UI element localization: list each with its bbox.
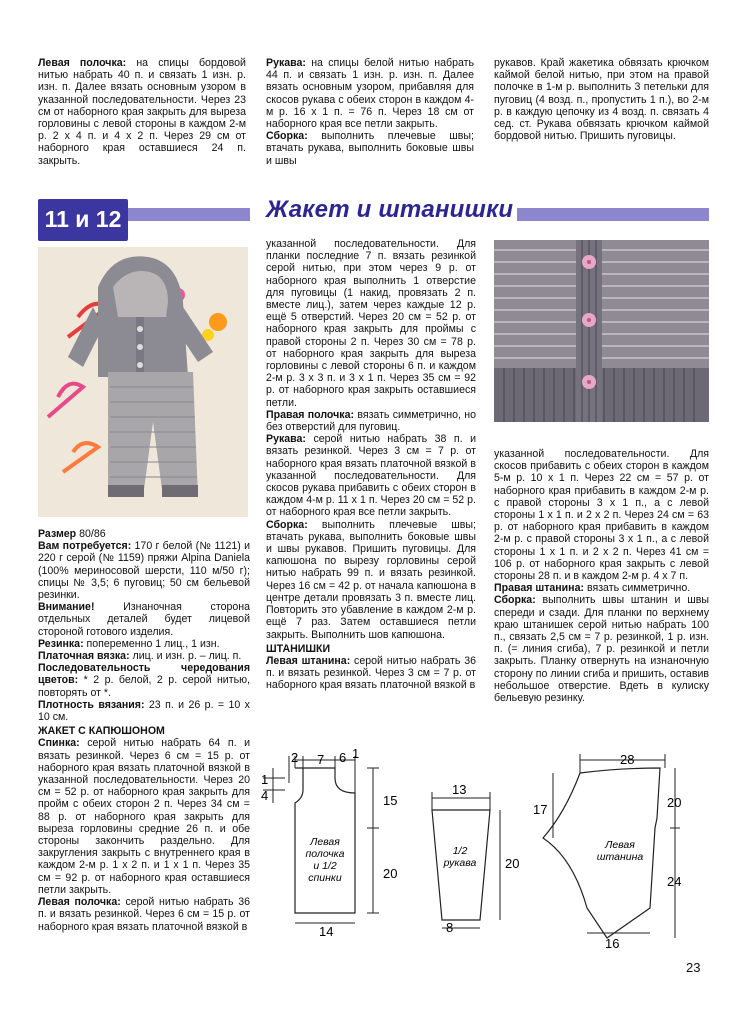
pattern1-dim-left-1: 1: [261, 772, 269, 787]
article-number-badge: 11 и 12: [38, 199, 128, 241]
paragraph: [266, 238, 476, 409]
paragraph: [266, 655, 476, 692]
paragraph-text: серой нитью набрать 38 п. и вязать резинкой. Через 3 см = 7 р. от наборного края вязать платочной вязкой в указанной последовательности. Для скосов рукава прибавить с обеих сторон в каждом 4-м р. 11 х 1 п. Через 20 см = 52 р. от наборного края все петли закрыть.: [266, 433, 476, 519]
paragraph: [38, 737, 250, 896]
pattern2-dim-right: 20: [505, 856, 520, 871]
pattern1-dim-right-1: 15: [383, 793, 398, 808]
top-column-3: [494, 57, 709, 142]
paragraph-text: вязать симметрично, но без отверстий для пуговиц.: [266, 408, 476, 434]
paragraph-label: Рукава:: [266, 433, 306, 446]
paragraph: [494, 57, 709, 142]
paragraph-text: вязать симметрично.: [584, 582, 691, 595]
paragraph-text: серой нитью набрать 36 п. и вязать резинкой. Через 3 см = 7 р. от наборного края вязать платочной вязкой в: [266, 654, 476, 692]
paragraph: [494, 594, 709, 704]
paragraph-text: рукавов. Край жакетика обвязать крючком каймой белой нитью, при этом на правой полочке в 1-м р. выполнить 3 петельки для пуговиц (4 возд. п., пропустить 1 п.), во 2-м р. в каждую цепочку из 4 возд. п. связать 4 сед. ст. Рукава обвязать крючком каймой бордовой нитью. Пришить пуговицы.: [494, 57, 709, 143]
paragraph-text: лиц. и изн. р. – лиц. п.: [129, 650, 242, 663]
paragraph: [266, 433, 476, 518]
product-photo-jacket-pants: [38, 247, 248, 517]
paragraph: [38, 662, 250, 699]
pattern1-dim-top-4: 1: [352, 748, 360, 761]
paragraph: [494, 448, 709, 582]
paragraph-label: Платочная вязка:: [38, 650, 130, 663]
paragraph: [266, 130, 474, 167]
paragraph-text: серой нитью набрать 36 п. и вязать резинкой. Через 6 см = 15 р. от наборного края вязать платочной вязкой в: [38, 896, 250, 933]
right-text-column: [494, 448, 709, 704]
paragraph-label: Сборка:: [266, 518, 308, 531]
paragraph-text: 80/86: [76, 528, 106, 540]
top-column-2: [266, 57, 474, 167]
paragraph: [266, 409, 476, 433]
page-number: 23: [686, 960, 701, 975]
paragraph-label: Спинка:: [38, 737, 80, 750]
paragraph-text: указанной последовательности. Для планки последние 7 п. вязать резинкой серой нитью, при этом через 9 р. от наборного края выполнить 1 отверстие для пуговицы (1 накид, провязать 2 п. вместе лиц.), затем через каждые 12 р. ещё 5 отверстий. Через 20 см = 52 р. от наборного края закрыть для проймы с правой стороны 2 п. Через 30 см = 78 р. от наборного края закрыть для выреза горловины с левой стороны 6 п. и каждом 2-м р. 3 х 3 п. и 3 х 1 п. Через 35 см = 92 р. от наборного края закрыть оставшиеся петли.: [266, 238, 476, 409]
paragraph-text: указанной последовательности. Для скосов прибавить с обеих сторон в каждом 5-м р. 10 х 1 п. Через 22 см = 57 р. от наборного края прибавить в каждом 2-м р. с правой стороны 3 х 1 п., а с левой стороны 1 х 1 п. и 2 х 2 п. Через 24 см = 63 р. от наборного края прибавить в каждом 2-м р. с правой стороны 3 х 1 п., а с левой стороны 1 х 1 п. и 2 х 2 п. Через 41 см = 106 р. от наборного края закрыть с левой стороны 28 п. и в каждом 2-м р. 4 х 7 п.: [494, 448, 709, 583]
left-text-column: [38, 528, 250, 933]
header-bar-right: [494, 208, 709, 221]
pattern2-dim-top: 13: [452, 782, 467, 797]
pattern3-dim-top: 28: [620, 752, 635, 767]
paragraph: [38, 540, 250, 601]
paragraph-label: Левая полочка:: [38, 896, 121, 909]
paragraph: [38, 650, 250, 662]
paragraph: [38, 57, 246, 167]
paragraph-text: 170 г белой (№ 1121) и 220 г серой (№ 1159) пряжи Alpina Daniela (100% мериносовой шерсти, 110 м/50 г); спицы № 3,5; 6 пуговиц; 50 см бельевой резинки.: [38, 540, 250, 602]
pattern2-label-line-2: рукава: [443, 857, 477, 869]
paragraph-label: Внимание!: [38, 601, 95, 614]
pattern1-label-line-2: полочка: [305, 848, 345, 860]
paragraph: [266, 57, 474, 130]
paragraph: [38, 896, 250, 933]
pattern1-dim-left-2: 4: [261, 788, 269, 803]
pattern3-label-line-1: Левая: [605, 839, 635, 851]
top-column-1: [38, 57, 246, 167]
pattern3-label-line-2: штанина: [596, 851, 644, 863]
pattern1-label-line-4: спинки: [308, 872, 342, 884]
paragraph-text: выполнить швы штанин и швы спереди и сзади. Для планки по верхнему краю штанишек серой нитью набрать 100 п., связать 2,5 см = 7 р. резинкой, 1 р. изн. п. (= линия сгиба), 7 р. резинкой и петли закрыть. Планку отвернуть на изнаночную сторону по линии сгиба и пришить, оставив небольшое отверстие. Вдеть в кулиску бельевую резинку.: [494, 594, 709, 705]
paragraph: [38, 699, 250, 723]
paragraph: [494, 582, 709, 594]
pattern-half-sleeve: [420, 780, 520, 938]
paragraph-label: Левая штанина:: [266, 654, 351, 667]
pattern-left-trouser-leg: [525, 748, 710, 953]
middle-text-column: [266, 238, 476, 692]
paragraph-label: Плотность вязания:: [38, 698, 145, 711]
pattern1-dim-bottom: 14: [319, 924, 334, 938]
paragraph-label: Резинка:: [38, 637, 84, 650]
article-title: Жакет и штанишки: [262, 196, 517, 224]
paragraph-text: выполнить плечевые швы; втачать рукава, выполнить боковые швы и швы рукавов. Пришить пуговицы. Для капюшона по вырезу горловины серой нитью набрать 99 п. и вязать резинкой. Через 16 см = 42 р. от начала капюшона в центре детали провязать 3 п. вместе лиц. Повторить это убавление в каждом 2-м р. ещё 7 раз. Затем оставшиеся петли закрыть. Выполнить шов капюшона.: [266, 518, 476, 641]
pattern2-dim-bottom: 8: [446, 920, 454, 935]
paragraph-label: Правая штанина:: [494, 582, 585, 595]
pattern1-dim-right-2: 20: [383, 866, 398, 881]
paragraph: [38, 528, 250, 540]
paragraph-label: Сборка:: [494, 594, 536, 607]
paragraph-label: Последовательность чередования цветов:: [38, 662, 250, 687]
paragraph-text: серой нитью набрать 64 п. и вязать резинкой. Через 6 см = 15 р. от наборного края вязать платочной вязкой в указанной последовательности. Через 20 см = 52 р. от наборного края закрыть для пройм с обеих сторон 2 п. Через 34 см = 88 р. от наборного края закрыть для выреза горловины средние 26 п. и обе стороны закончить раздельно. Для закругления закрыть с внутреннего края в каждом 2-м р. 1 х 2 п. и 1 х 1 п. Через 35 см = 92 р. от наборного края оставшиеся петли закрыть.: [38, 737, 250, 896]
pattern1-dim-top-2: 7: [317, 752, 325, 767]
pattern1-label-line-1: Левая: [310, 836, 340, 848]
pattern-left-front-half-back: [255, 748, 420, 938]
paragraph-label: Размер: [38, 528, 77, 540]
paragraph-label: Правая полочка:: [266, 408, 355, 421]
section-heading: ЖАКЕТ С КАПЮШОНОМ: [38, 725, 165, 738]
paragraph-text: * 2 р. белой, 2 р. серой нитью, повторять от *.: [38, 674, 250, 699]
pattern1-dim-top-1: 2: [291, 750, 299, 765]
paragraph: [266, 519, 476, 641]
pattern3-dim-left: 17: [533, 802, 548, 817]
paragraph-label: Вам потребуется:: [38, 540, 132, 553]
paragraph-text: на спицы белой нитью набрать 44 п. и связать 1 изн. р. изн. п. Далее вязать основным узором, прибавляя для скосов рукава с обеих сторон в каждом 4-м р. 16 х 1 п. = 76 п. Через 18 см от наборного края все петли закрыть.: [266, 57, 474, 131]
paragraph-label: Рукава:: [266, 57, 306, 69]
paragraph-text: 23 п. и 26 р. = 10 х 10 см.: [38, 698, 250, 724]
paragraph-text: Изнаночная сторона отдельных деталей будет лицевой стороной готового изделия.: [38, 601, 250, 638]
section-heading: ШТАНИШКИ: [266, 642, 331, 655]
paragraph-text: на спицы бордовой нитью набрать 40 п. и связать 1 изн. р. изн. п. Далее вязать основным узором в указанной последовательности. Через 23 см от наборного края закрыть для выреза горловины с левой стороны в каждом 2-м р. 2 х 4 п. и 4 х 2 п. Через 29 см от наборного края оставшиеся 24 п. закрыть.: [38, 57, 246, 167]
product-photo-knit-detail: [494, 240, 709, 422]
pattern3-dim-right-1: 20: [667, 795, 682, 810]
pattern1-dim-top-3: 6: [339, 750, 347, 765]
paragraph-text: попеременно 1 лиц., 1 изн.: [83, 637, 220, 650]
paragraph: [38, 638, 250, 650]
paragraph-text: выполнить плечевые швы; втачать рукава, выполнить боковые швы и швы: [266, 130, 474, 167]
pattern2-label-line-1: 1/2: [452, 845, 468, 857]
pattern3-dim-right-2: 24: [667, 874, 682, 889]
paragraph-label: Левая полочка:: [38, 57, 127, 69]
pattern1-label-line-3: и 1/2: [313, 860, 337, 872]
paragraph-label: Сборка:: [266, 130, 308, 143]
paragraph: [38, 601, 250, 638]
pattern3-dim-bottom: 16: [605, 936, 620, 951]
